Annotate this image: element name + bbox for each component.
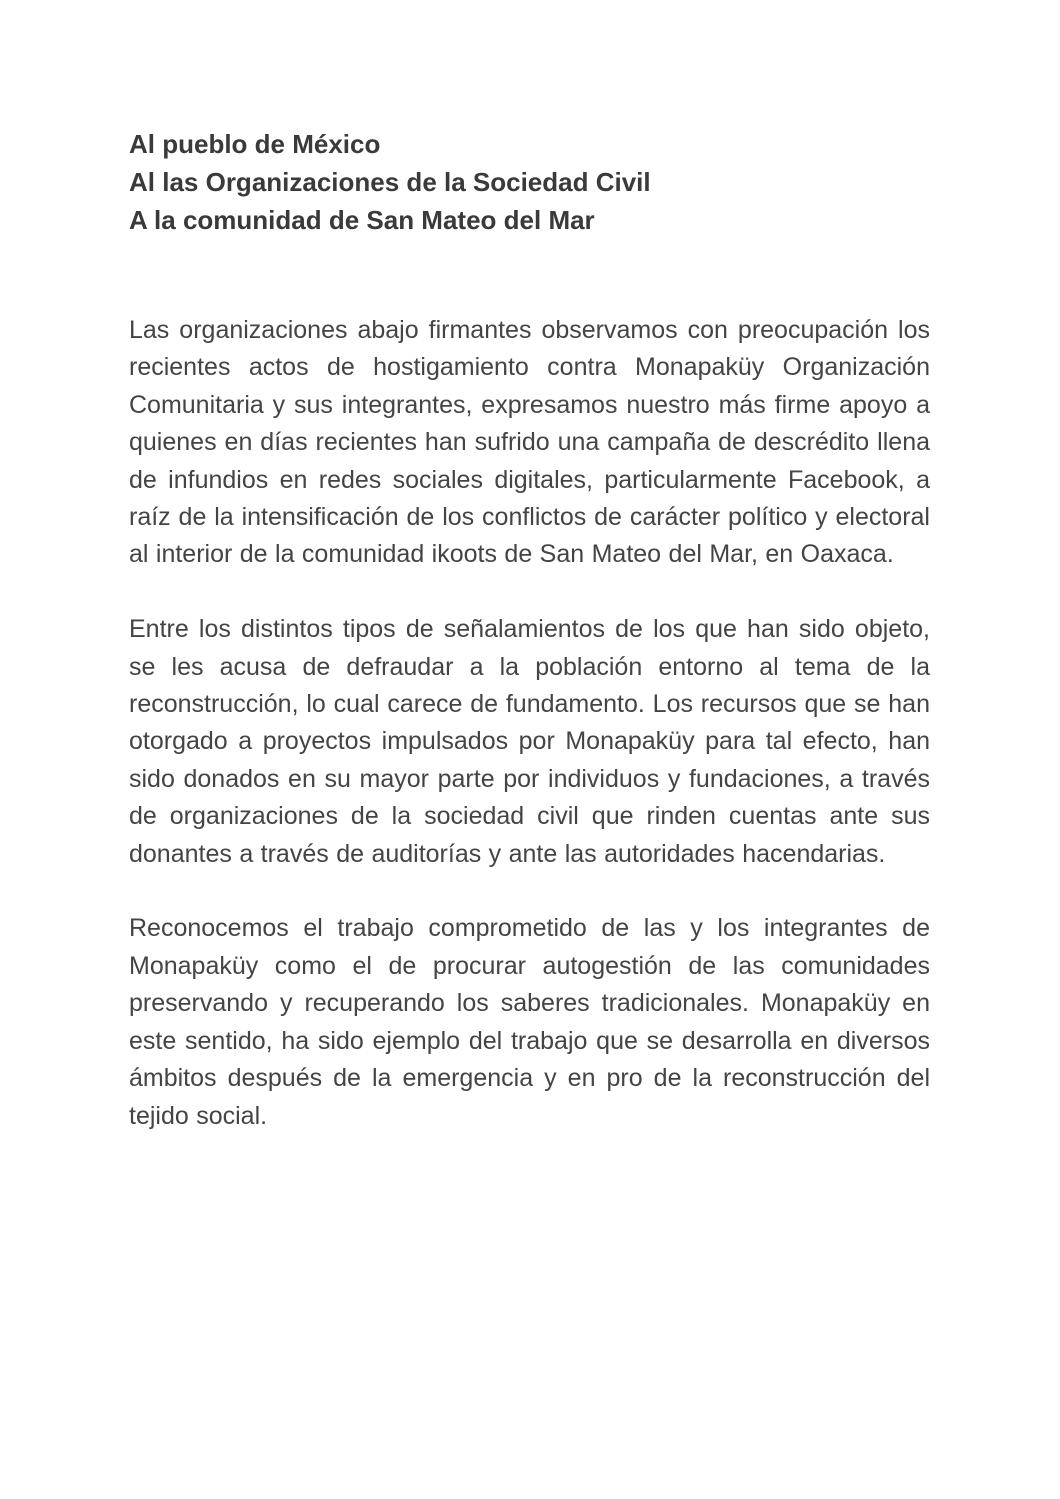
letter-body (129, 312, 930, 1172)
addressee-block (129, 125, 949, 239)
body-paragraph: Entre los distintos tipos de señalamientos de los que han sido objeto, se les acusa de defraudar a la población entorno al tema de la reconstrucción, lo cual carece de fundamento. Los recursos que se han otorgado a proyectos impulsados por Monapaküy para tal efecto, han sido donados en su mayor parte por individuos y fundaciones, a través de organizaciones de la sociedad civil que rinden cuentas ante sus donantes a través de auditorías y ante las autoridades hacendarias. (129, 615, 930, 868)
addressee-line: A la comunidad de San Mateo del Mar (129, 205, 595, 235)
addressee-line: Al pueblo de México (129, 129, 381, 159)
addressee-line: Al las Organizaciones de la Sociedad Civil (129, 167, 651, 197)
body-paragraph: Reconocemos el trabajo comprometido de las y los integrantes de Monapaküy como el de procurar autogestión de las comunidades preservando y recuperando los saberes tradicionales. Monapaküy en este sentido, ha sido ejemplo del trabajo que se desarrolla en diversos ámbitos después de la emergencia y en pro de la reconstrucción del tejido social. (129, 914, 930, 1130)
body-paragraph: Las organizaciones abajo firmantes observamos con preocupación los recientes actos de hostigamiento contra Monapaküy Organización Comunitaria y sus integrantes, expresamos nuestro más firme apoyo a quienes en días recientes han sufrido una campaña de descrédito llena de infundios en redes sociales digitales, particularmente Facebook, a raíz de la intensificación de los conflictos de carácter político y electoral al interior de la comunidad ikoots de San Mateo del Mar, en Oaxaca. (129, 316, 930, 569)
